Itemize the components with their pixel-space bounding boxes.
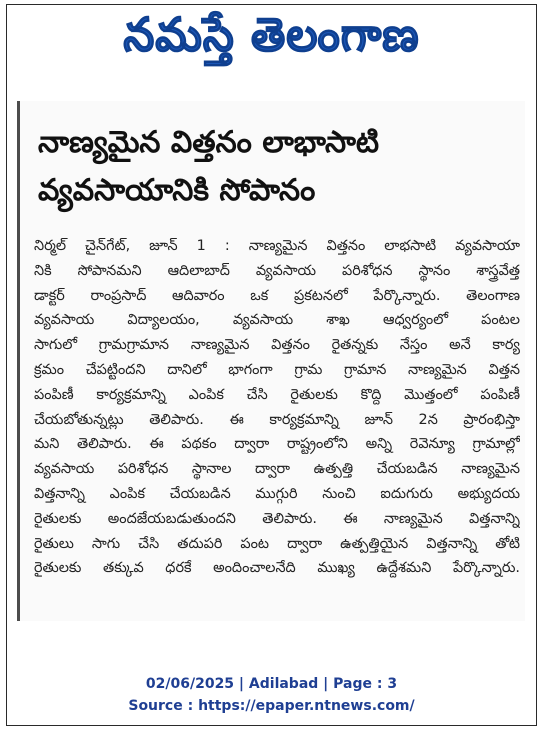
article-body-line: రైతులకు అందజేయబడుతుందని తెలిపారు. ఈ నాణ్యమైన విత్తనాన్ని bbox=[34, 510, 520, 527]
source-link[interactable]: Source : https://epaper.ntnews.com/ bbox=[128, 698, 415, 714]
edition-info: 02/06/2025 | Adilabad | Page : 3 bbox=[145, 676, 398, 692]
article-body-line: రైతులకు తక్కువ ధరకే అందించాలనేది ముఖ్య ఉద్దేశమని పేర్కొన్నారు. bbox=[34, 560, 520, 577]
article-body-line: వ్యవసాయ పరిశోధన స్థానాల ద్వారా ఉత్పత్తి చేయబడిన నాణ్యమైన bbox=[34, 461, 520, 478]
article-body-line: విత్తనాన్ని ఎంపిక చేయబడిన ముగ్గురి నుంచి ఐదుగురు అభ్యుదయ bbox=[34, 485, 520, 502]
article-body-line: క్రమం చేపట్టిందని దానిలో భాగంగా గ్రామ గ్రామాన నాణ్యమైన విత్తన bbox=[34, 361, 520, 378]
article-body-line: డాక్టర్ రాంప్రసాద్ ఆదివారం ఒక ప్రకటనలో పేర్కొన్నారు. తెలంగాణ bbox=[34, 287, 520, 304]
article-body-line: సాగులో గ్రామగ్రామాన నాణ్యమైన విత్తనం రైతన్నకు నేస్తం అనే కార్య bbox=[34, 337, 520, 354]
epaper-clipping-page bbox=[6, 4, 537, 726]
article-headline bbox=[38, 119, 518, 215]
headline-line-1: నాణ్యమైన విత్తనం లాభాసాటి bbox=[38, 125, 380, 160]
article-body-line: వ్యవసాయ విద్యాలయం, వ్యవసాయ శాఖ ఆధ్వర్యంలో పంటల bbox=[34, 312, 520, 329]
article-body bbox=[34, 234, 520, 581]
article-body-line: రైతులు సాగు చేసి తదుపరి పంట ద్వారా ఉత్పత్తియైన విత్తనాన్ని తోటి bbox=[34, 535, 520, 552]
article-body-line: నికి సోపానమని ఆదిలాబాద్ వ్యవసాయ పరిశోధన స్థానం శాస్త్రవేత్త bbox=[34, 262, 520, 279]
clip-footer bbox=[7, 673, 536, 717]
article-body-line: పంపిణీ కార్యక్రమాన్ని ఎంపిక చేసి రైతులకు కొద్ది మొత్తంలో పంపిణీ bbox=[34, 386, 520, 403]
newspaper-logo: నమస్తే తెలంగాణ bbox=[123, 8, 420, 62]
article-body-line: మని తెలిపారు. ఈ పథకం ద్వారా రాష్ట్రంలోని అన్ని రెవెన్యూ గ్రామాల్లో bbox=[34, 436, 520, 453]
article-body-line: చేయబోతున్నట్లు తెలిపారు. ఈ కార్యక్రమాన్ని జూన్ 2న ప్రారంభిస్తా bbox=[34, 411, 520, 428]
article-body-line: నిర్మల్ చైన్‌గేట్, జూన్ 1 : నాణ్యమైన విత్తనం లాభసాటి వ్యవసాయా bbox=[34, 238, 520, 254]
article-clip bbox=[17, 101, 525, 621]
headline-line-2: వ్యవసాయానికి సోపానం bbox=[38, 173, 316, 208]
masthead bbox=[7, 5, 536, 77]
